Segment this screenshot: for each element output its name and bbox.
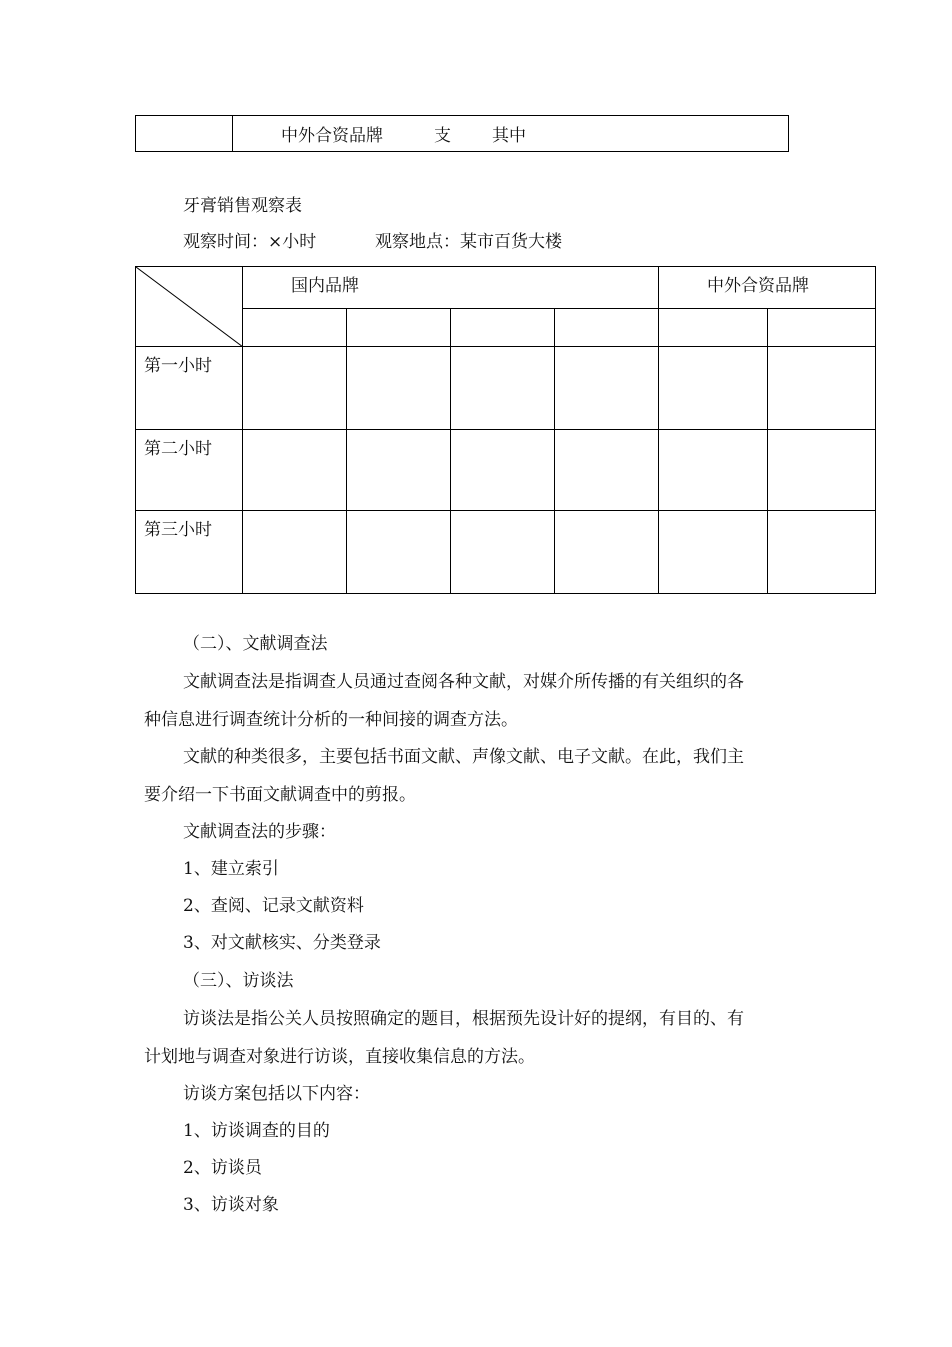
list-item: 2、访谈员 bbox=[183, 1158, 262, 1178]
domestic-brands-header: 国内品牌 bbox=[243, 267, 659, 309]
paragraph-line: 要介绍一下书面文献调查中的剪报。 bbox=[144, 785, 416, 805]
observation-place: 观察地点：某市百货大楼 bbox=[375, 232, 562, 252]
brand-cell bbox=[347, 309, 451, 347]
observation-table-title: 牙膏销售观察表 bbox=[183, 196, 302, 216]
summary-table-fragment bbox=[135, 115, 789, 152]
list-item: 1、访谈调查的目的 bbox=[183, 1121, 330, 1141]
data-cell bbox=[555, 511, 659, 594]
data-cell bbox=[347, 347, 451, 430]
brand-cell bbox=[243, 309, 347, 347]
joint-venture-brands-header: 中外合资品牌 bbox=[659, 267, 876, 309]
table-divider bbox=[232, 116, 233, 151]
data-cell bbox=[243, 347, 347, 430]
paragraph-line: 计划地与调查对象进行访谈，直接收集信息的方法。 bbox=[144, 1047, 535, 1067]
list-item: 2、查阅、记录文献资料 bbox=[183, 896, 364, 916]
observation-time: 观察时间：×小时 bbox=[183, 232, 317, 252]
data-cell bbox=[347, 430, 451, 511]
list-item: 3、访谈对象 bbox=[183, 1195, 279, 1215]
data-cell bbox=[451, 430, 555, 511]
row-header: 第一小时 bbox=[136, 347, 243, 430]
paragraph-line: 访谈法是指公关人员按照确定的题目，根据预先设计好的提纲，有目的、有 bbox=[183, 1009, 744, 1029]
data-cell bbox=[768, 430, 876, 511]
paragraph-line: 文献的种类很多，主要包括书面文献、声像文献、电子文献。在此，我们主 bbox=[183, 747, 744, 767]
brand-label: 中外合资品牌 bbox=[281, 126, 383, 146]
data-cell bbox=[555, 347, 659, 430]
row-header: 第三小时 bbox=[136, 511, 243, 594]
list-item: 1、建立索引 bbox=[183, 859, 279, 879]
diagonal-line bbox=[136, 267, 243, 347]
table-row bbox=[136, 430, 876, 511]
steps-heading: 文献调查法的步骤： bbox=[183, 822, 336, 842]
of-which-label: 其中 bbox=[492, 126, 526, 146]
list-item: 3、对文献核实、分类登录 bbox=[183, 933, 381, 953]
data-cell bbox=[659, 511, 768, 594]
section-heading: （二）、文献调查法 bbox=[183, 634, 328, 654]
brand-cell bbox=[659, 309, 768, 347]
paragraph-line: 种信息进行调查统计分析的一种间接的调查方法。 bbox=[144, 710, 518, 730]
data-cell bbox=[243, 430, 347, 511]
data-cell bbox=[347, 511, 451, 594]
data-cell bbox=[659, 347, 768, 430]
table-row bbox=[136, 347, 876, 430]
corner-cell bbox=[136, 267, 243, 347]
brand-cell bbox=[555, 309, 659, 347]
brand-cell bbox=[451, 309, 555, 347]
data-cell bbox=[768, 347, 876, 430]
data-cell bbox=[243, 511, 347, 594]
brand-cell bbox=[768, 309, 876, 347]
data-cell bbox=[451, 347, 555, 430]
data-cell bbox=[555, 430, 659, 511]
unit-label: 支 bbox=[434, 126, 451, 146]
data-cell bbox=[768, 511, 876, 594]
section-heading: （三）、访谈法 bbox=[183, 971, 294, 991]
paragraph-line: 文献调查法是指调查人员通过查阅各种文献，对媒介所传播的有关组织的各 bbox=[183, 672, 744, 692]
toothpaste-sales-table bbox=[135, 266, 876, 594]
plan-heading: 访谈方案包括以下内容： bbox=[183, 1084, 370, 1104]
row-header: 第二小时 bbox=[136, 430, 243, 511]
data-cell bbox=[451, 511, 555, 594]
data-cell bbox=[659, 430, 768, 511]
table-row bbox=[136, 511, 876, 594]
